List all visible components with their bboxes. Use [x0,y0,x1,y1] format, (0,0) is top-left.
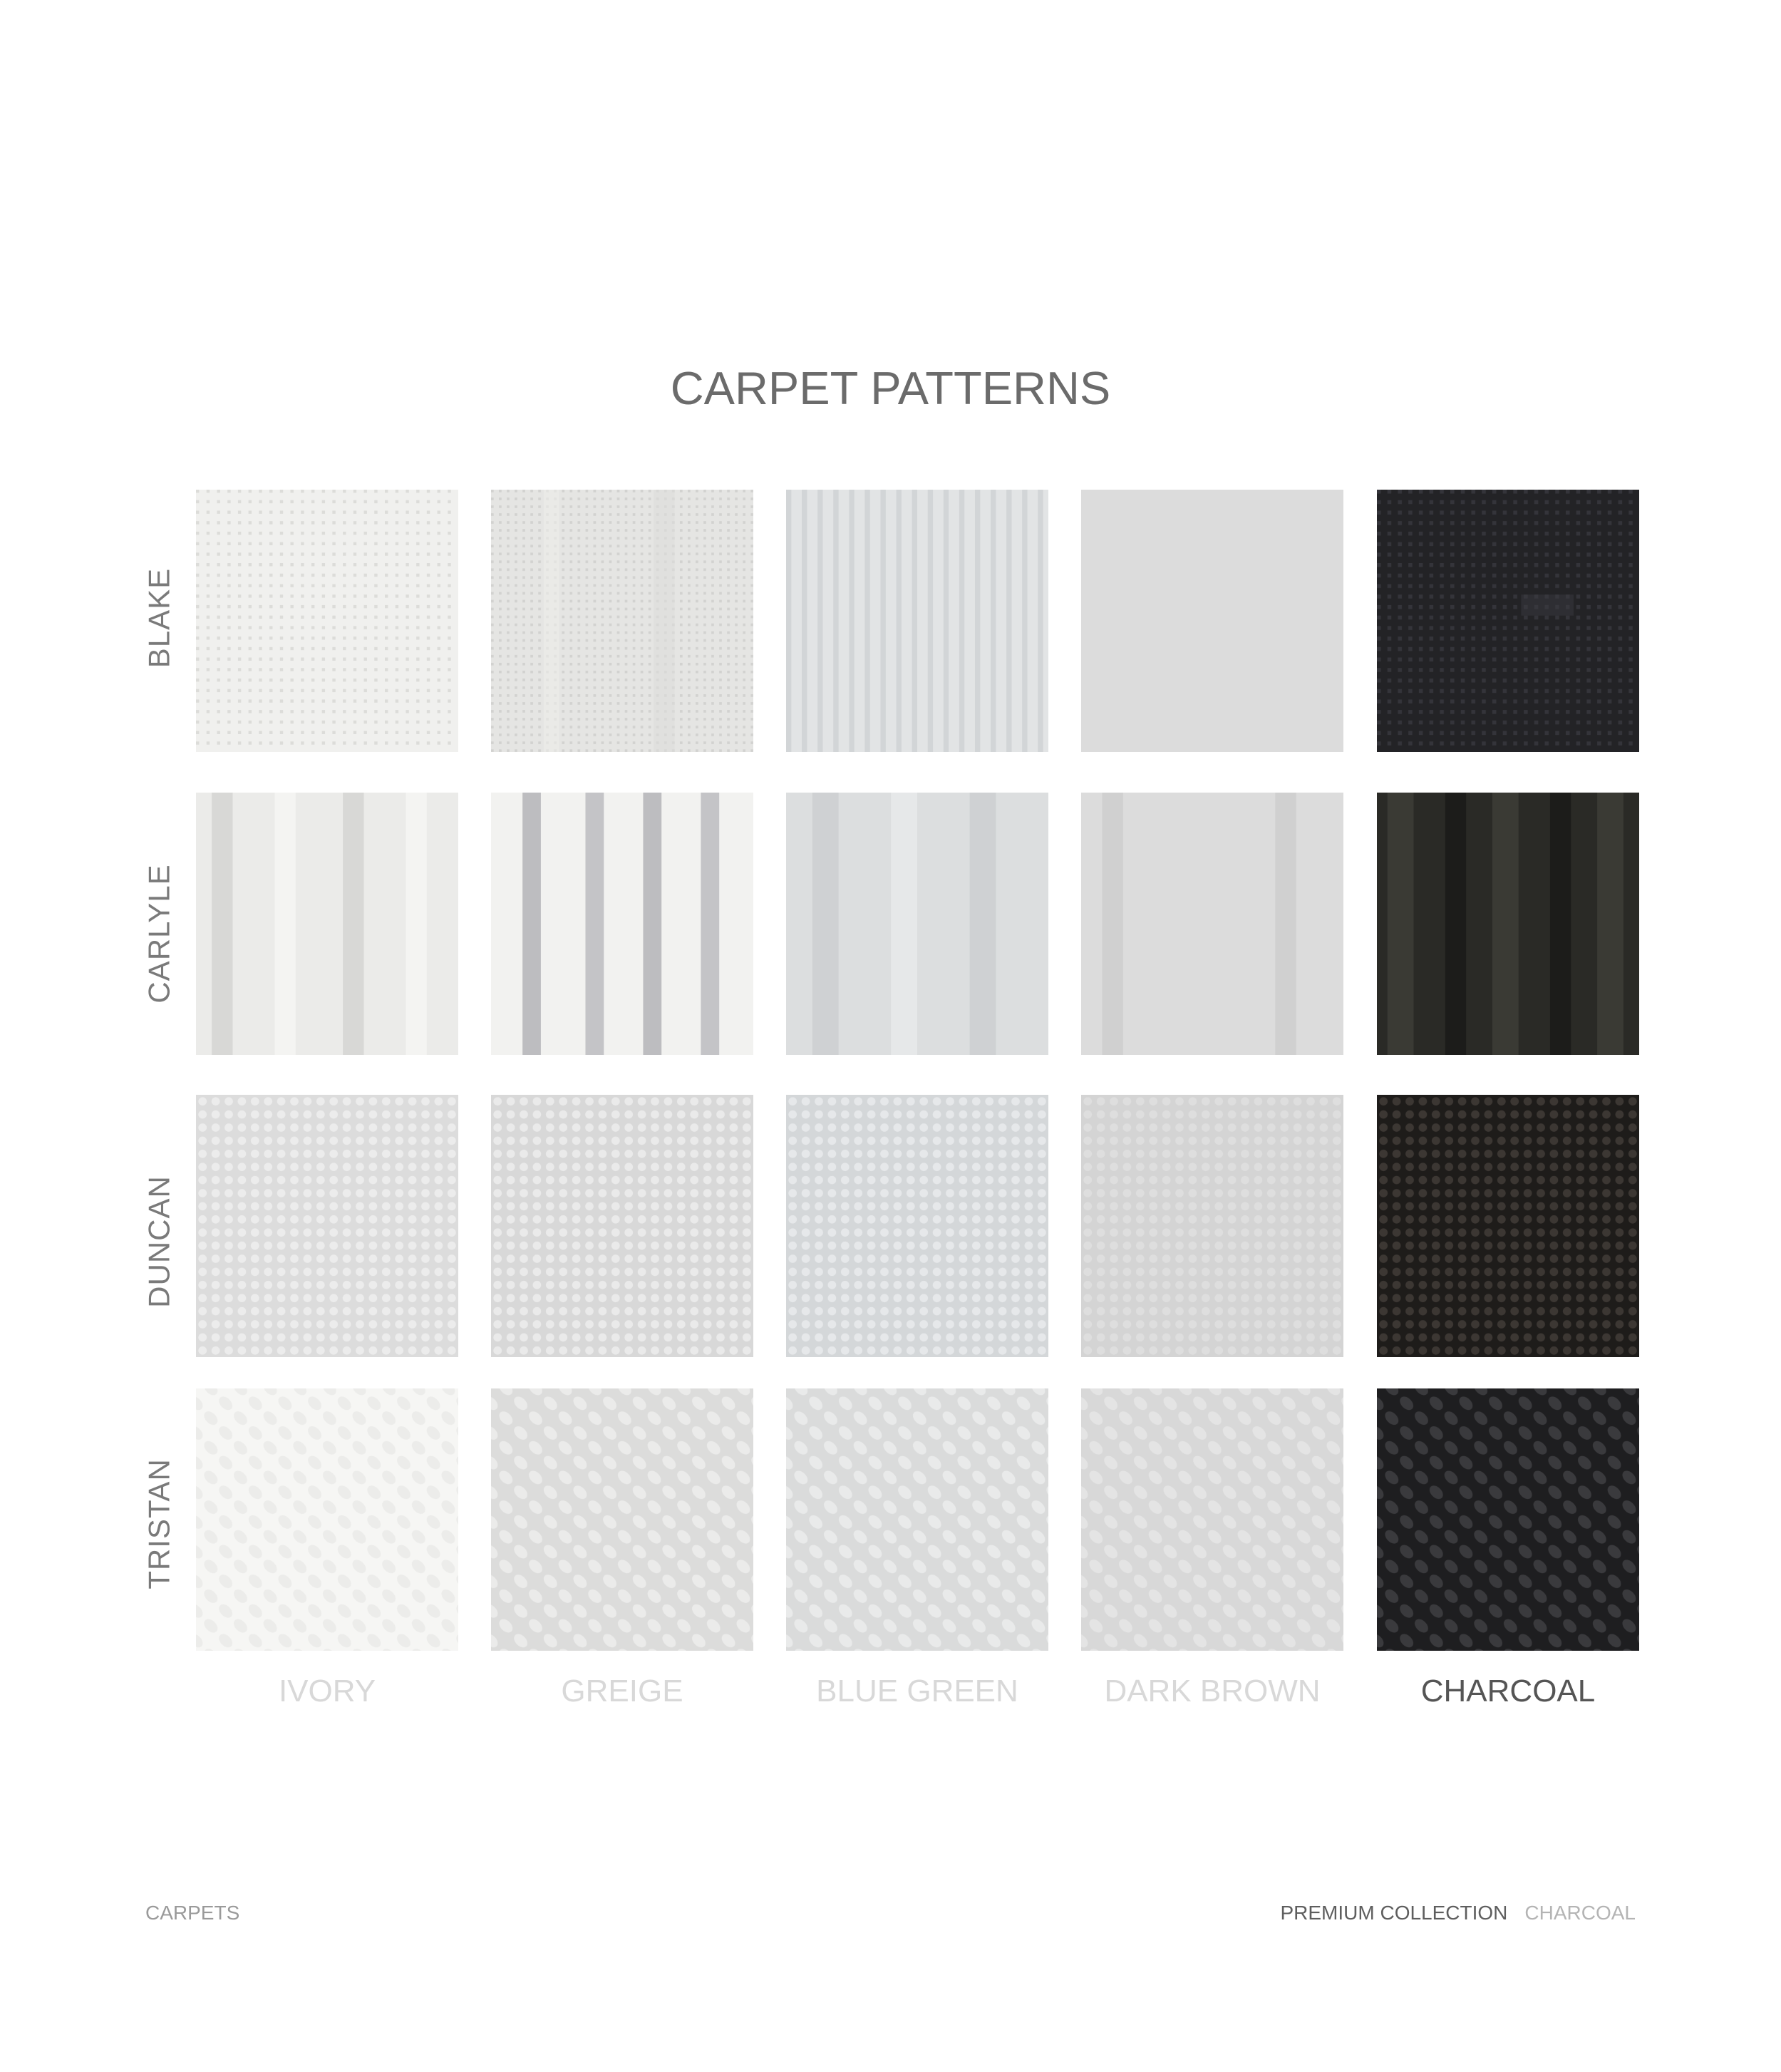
swatch-duncan-charcoal[interactable] [1377,1095,1639,1357]
page-title: CARPET PATTERNS [670,362,1111,414]
swatch-carlyle-greige[interactable] [491,793,753,1055]
swatch-tristan-ivory[interactable] [196,1388,458,1651]
swatch-blake-blue-green[interactable] [786,490,1048,752]
swatch-duncan-greige[interactable] [491,1095,753,1357]
row-label-carlyle: CARLYLE [142,864,176,1004]
swatch-tristan-blue-green[interactable] [786,1388,1048,1651]
footer-collection-info [1280,1902,1636,1924]
row-label-blake: BLAKE [142,567,176,669]
swatch-carlyle-charcoal[interactable] [1377,793,1639,1055]
swatch-tristan-charcoal[interactable] [1377,1388,1639,1651]
swatch-duncan-ivory[interactable] [196,1095,458,1357]
swatch-blake-dark-brown[interactable] [1081,490,1343,752]
footer-color: CHARCOAL [1524,1902,1636,1924]
swatch-duncan-blue-green[interactable] [786,1095,1048,1357]
swatch-tristan-greige[interactable] [491,1388,753,1651]
row-label-duncan: DUNCAN [142,1175,176,1308]
column-label-blue-green: BLUE GREEN [816,1674,1018,1708]
swatch-carlyle-dark-brown[interactable] [1081,793,1343,1055]
row-label-tristan: TRISTAN [142,1458,176,1589]
swatch-blake-ivory[interactable] [196,490,458,752]
column-label-greige: GREIGE [561,1674,683,1708]
swatch-blake-greige[interactable] [491,490,753,752]
swatch-tristan-dark-brown[interactable] [1081,1388,1343,1651]
swatch-blake-charcoal[interactable] [1377,490,1639,752]
footer-category: CARPETS [145,1902,240,1924]
column-label-charcoal: CHARCOAL [1420,1674,1596,1708]
column-label-ivory: IVORY [278,1674,376,1708]
swatch-carlyle-blue-green[interactable] [786,793,1048,1055]
footer-collection: PREMIUM COLLECTION [1280,1902,1508,1924]
swatch-duncan-dark-brown[interactable] [1081,1095,1343,1357]
column-label-dark-brown: DARK BROWN [1104,1674,1321,1708]
swatch-carlyle-ivory[interactable] [196,793,458,1055]
